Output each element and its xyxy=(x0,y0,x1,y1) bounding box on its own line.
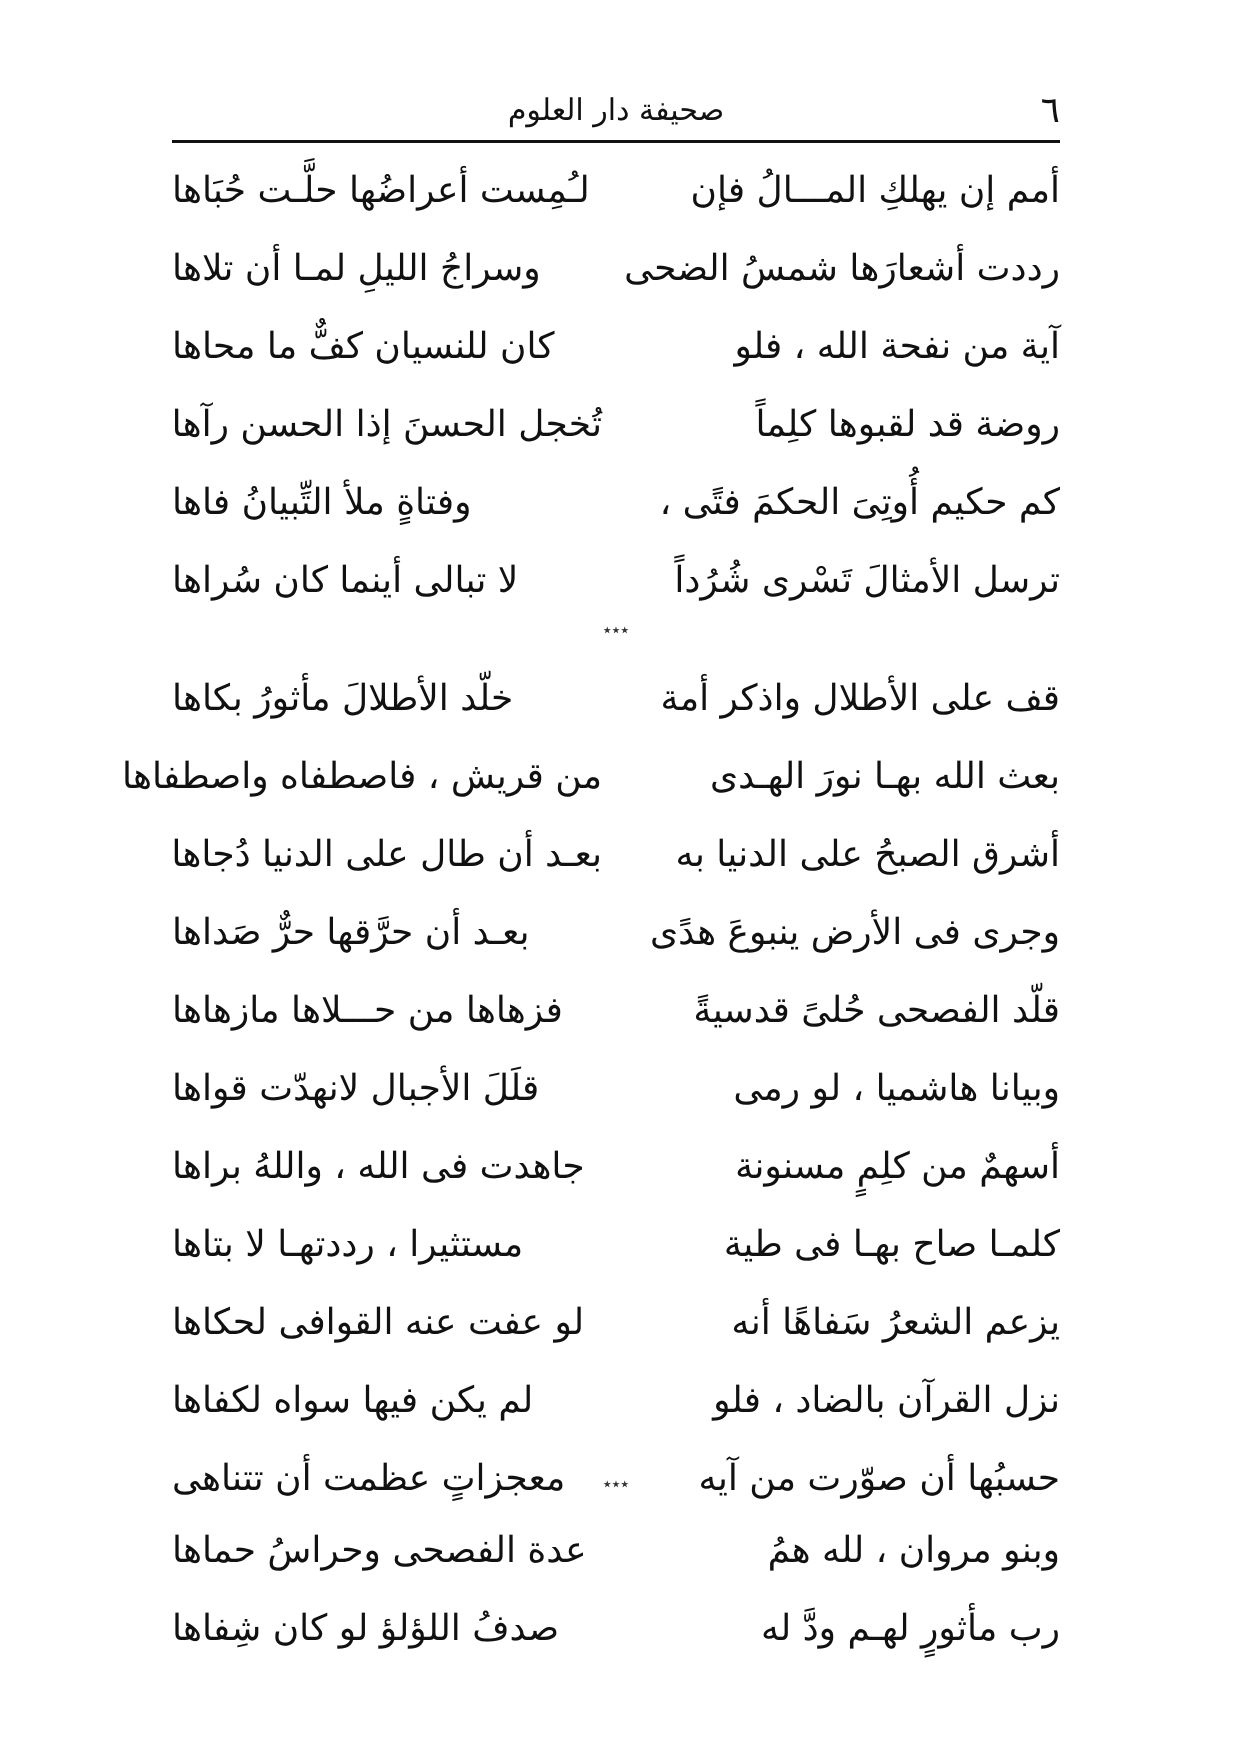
first-hemistich: أمم إن يهلكِ المـــالُ فإن xyxy=(690,170,1060,211)
first-hemistich: بعث الله بهـا نورَ الهـدى xyxy=(709,756,1060,797)
verse xyxy=(172,1206,1060,1284)
first-hemistich: رددت أشعارَها شمسُ الضحى xyxy=(624,248,1060,289)
second-hemistich: صدفُ اللؤلؤ لو كان شِفاها xyxy=(172,1608,560,1649)
second-hemistich: وفتاةٍ ملأ التِّبيانُ فاها xyxy=(172,482,472,523)
first-hemistich: روضة قد لقبوها كلِماً xyxy=(755,404,1060,445)
second-hemistich: لـُمِست أعراضُها حلَّـت حُبَاها xyxy=(172,170,590,211)
first-hemistich: رب مأثورٍ لهـم ودَّ له xyxy=(760,1608,1060,1649)
verse xyxy=(172,308,1060,386)
verse xyxy=(172,1512,1060,1590)
second-hemistich: بعـد أن حرَّقها حرٌّ صَداها xyxy=(172,912,530,953)
first-hemistich: كم حكيم أُوتِىَ الحكمَ فتًى ، xyxy=(659,482,1060,523)
second-hemistich: قلَلَ الأجبال لانهدّت قواها xyxy=(172,1068,540,1109)
second-hemistich: لو عفت عنه القوافى لحكاها xyxy=(172,1302,585,1343)
stanza-2 xyxy=(121,660,1060,1518)
first-hemistich: ترسل الأمثالَ تَسْرى شُرُداً xyxy=(674,560,1060,601)
first-hemistich: وبنو مروان ، لله همُ xyxy=(767,1530,1060,1571)
first-hemistich: نزل القرآن بالضاد ، فلو xyxy=(713,1380,1060,1421)
first-hemistich: كلمـا صاح بهـا فى طية xyxy=(723,1224,1060,1265)
second-hemistich: فزهاها من حـــلاها مازهاها xyxy=(172,990,563,1031)
verse xyxy=(172,152,1060,230)
verse xyxy=(172,542,1060,620)
verse xyxy=(172,230,1060,308)
stanza-divider: ٭٭٭ xyxy=(602,1474,630,1493)
stanza-1 xyxy=(172,152,1060,620)
verse xyxy=(172,1128,1060,1206)
second-hemistich: من قريش ، فاصطفاه واصطفاها xyxy=(121,756,602,797)
second-hemistich: جاهدت فى الله ، واللهُ براها xyxy=(172,1146,585,1187)
first-hemistich: وبيانا هاشميا ، لو رمى xyxy=(733,1068,1060,1109)
second-hemistich: لم يكن فيها سواه لكفاها xyxy=(172,1380,534,1421)
first-hemistich: يزعم الشعرُ سَفاهًا أنه xyxy=(731,1302,1060,1343)
first-hemistich: قلّد الفصحى حُلىً قدسيةً xyxy=(693,990,1060,1031)
running-head xyxy=(172,88,1060,134)
journal-title: صحيفة دار العلوم xyxy=(507,93,725,128)
header-rule xyxy=(172,140,1060,143)
verse xyxy=(172,386,1060,464)
stanza-3 xyxy=(172,1512,1060,1668)
page-number: ٦ xyxy=(1040,90,1060,131)
verse xyxy=(172,660,1060,738)
second-hemistich: وسراجُ الليلِ لمـا أن تلاها xyxy=(172,248,541,289)
verse xyxy=(121,738,1060,816)
verse xyxy=(172,1050,1060,1128)
second-hemistich: مستثيرا ، رددتهـا لا بتاها xyxy=(172,1224,524,1265)
verse xyxy=(172,972,1060,1050)
first-hemistich: قف على الأطلال واذكر أمة xyxy=(660,678,1060,719)
second-hemistich: معجزاتٍ عظمت أن تتناهى xyxy=(172,1458,566,1499)
stanza-divider: ٭٭٭ xyxy=(602,620,630,639)
verse xyxy=(172,1284,1060,1362)
first-hemistich: حسبُها أن صوّرت من آيه xyxy=(698,1458,1060,1499)
second-hemistich: كان للنسيان كفٌّ ما محاها xyxy=(172,326,555,367)
second-hemistich: عدة الفصحى وحراسُ حماها xyxy=(172,1530,587,1571)
verse xyxy=(172,894,1060,972)
second-hemistich: تُخجل الحسنَ إذا الحسن رآها xyxy=(171,404,602,445)
first-hemistich: آية من نفحة الله ، فلو xyxy=(734,326,1060,367)
verse xyxy=(172,1590,1060,1668)
verse xyxy=(172,1362,1060,1440)
second-hemistich: لا تبالى أينما كان سُراها xyxy=(172,560,519,601)
first-hemistich: وجرى فى الأرض ينبوعَ هدًى xyxy=(650,912,1060,953)
first-hemistich: أسهمٌ من كلِمٍ مسنونة xyxy=(735,1146,1060,1187)
second-hemistich: خلّد الأطلالَ مأثورُ بكاها xyxy=(172,678,514,719)
verse xyxy=(172,464,1060,542)
second-hemistich: بعـد أن طال على الدنيا دُجاها xyxy=(171,834,602,875)
verse xyxy=(172,816,1060,894)
first-hemistich: أشرق الصبحُ على الدنيا به xyxy=(675,834,1060,875)
